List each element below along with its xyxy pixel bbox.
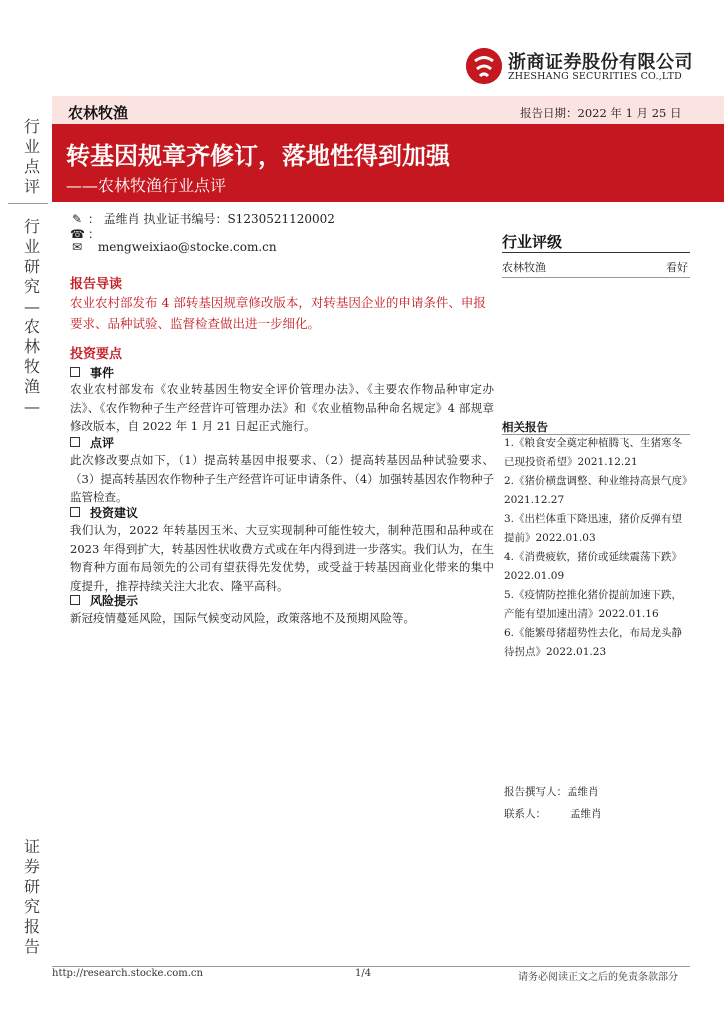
rating-value: 看好 bbox=[666, 261, 688, 274]
sidebar-section-category: 行业研究—农林牧渔— bbox=[23, 217, 40, 416]
analyst-email[interactable]: mengweixiao@stocke.com.cn bbox=[97, 240, 277, 254]
rating-top-rule bbox=[502, 252, 690, 253]
phone-icon: ☎ bbox=[70, 227, 85, 241]
category-label: 农林牧渔 bbox=[68, 104, 129, 122]
section-text-event: 农业农村部发布《农业转基因生物安全评价管理办法》、《主要农作物品种审定办法》、《农作物种子生产经营许可管理办法》和《农业植物品种命名规定》4 部规章修改版本，自 2022 年 1 月 21 日起正式施行。 bbox=[70, 382, 494, 433]
footer-url[interactable]: http://research.stocke.com.cn bbox=[52, 968, 203, 979]
footer-disclaimer: 请务必阅读正文之后的免责条款部分 bbox=[518, 972, 678, 983]
brand-name-en: ZHESHANG SECURITIES CO.,LTD bbox=[508, 71, 682, 82]
rating-heading: 行业评级 bbox=[502, 233, 563, 251]
section-head-comment: 点评 bbox=[70, 434, 114, 451]
related-item[interactable]: 4.《消费疲软，猪价或延续震荡下跌》2022.01.09 bbox=[504, 551, 683, 582]
author-name-line bbox=[70, 210, 335, 227]
author-email-line bbox=[70, 240, 277, 254]
contact-value: 孟维肖 bbox=[570, 808, 602, 820]
page-number: 1/4 bbox=[355, 968, 372, 979]
section-text-risk: 新冠疫情蔓延风险，国际气候变动风险，政策落地不及预期风险等。 bbox=[70, 611, 415, 625]
author-value: 孟维肖 bbox=[567, 786, 599, 798]
section-text-comment: 此次修改要点如下，（1）提高转基因申报要求、（2）提高转基因品种试验要求、（3）提高转基因农作物种子生产经营许可证申请条件、（4）加强转基因农作物种子监管检查。 bbox=[70, 453, 494, 504]
related-item[interactable]: 1.《粮食安全奠定种植腾飞、生猪寒冬已现投资希望》2021.12.21 bbox=[504, 437, 683, 468]
contact-person-line bbox=[504, 806, 602, 821]
related-item[interactable]: 2.《猪价横盘调整、种业维持高景气度》2021.12.27 bbox=[504, 475, 688, 506]
brand-name-cn: 浙商证券股份有限公司 bbox=[508, 52, 693, 73]
rating-industry: 农林牧渔 bbox=[502, 261, 546, 274]
author-label: 报告撰写人： bbox=[504, 786, 567, 798]
related-item[interactable]: 5.《疫情防控推化猪价提前加速下跌，产能有望加速出清》2022.01.16 bbox=[504, 589, 683, 620]
sidebar-section-report: 证券研究报告 bbox=[23, 837, 40, 956]
checkbox-icon bbox=[70, 437, 80, 447]
report-author-line bbox=[504, 784, 599, 799]
pencil-icon: ✎ bbox=[71, 212, 83, 226]
report-date: 报告日期：2022 年 1 月 25 日 bbox=[520, 106, 682, 120]
checkbox-icon bbox=[70, 367, 80, 377]
analyst-phone: ： bbox=[87, 227, 100, 241]
sidebar-divider bbox=[8, 203, 48, 204]
section-head-risk: 风险提示 bbox=[70, 592, 138, 609]
related-item[interactable]: 3.《出栏体重下降迅速，猪价反弹有望提前》2022.01.03 bbox=[504, 513, 683, 544]
contact-label: 联系人： bbox=[504, 808, 546, 820]
mail-icon: ✉ bbox=[71, 240, 83, 254]
footer-rule bbox=[52, 966, 690, 967]
sidebar-section-type: 行业点评 bbox=[23, 117, 40, 196]
section-head-advice: 投资建议 bbox=[70, 504, 138, 521]
rating-bottom-rule bbox=[502, 277, 690, 278]
report-subtitle: ——农林牧渔行业点评 bbox=[66, 176, 227, 195]
related-heading: 相关报告 bbox=[502, 420, 548, 434]
intro-text: 农业农村部发布 4 部转基因规章修改版本，对转基因企业的申请条件、申报要求、品种试验、监督检查做出进一步细化。 bbox=[70, 295, 486, 331]
section-text-advice: 我们认为，2022 年转基因玉米、大豆实现制种可能性较大，制种范围和品种或在 2023 年得到扩大，转基因性状收费方式或在年内得到进一步落实。我们认为，在生物育种方面布局领先的公司有望获得先发优势，或受益于转基因商业化带来的集中度提升，推荐持续关注大北农、隆平高科。 bbox=[70, 523, 494, 593]
rating-row bbox=[502, 256, 690, 276]
intro-heading: 报告导读 bbox=[70, 277, 123, 292]
checkbox-icon bbox=[70, 507, 80, 517]
checkbox-icon bbox=[70, 595, 80, 605]
left-sidebar bbox=[0, 95, 52, 975]
points-heading: 投资要点 bbox=[70, 347, 123, 362]
analyst-credential: ： 孟维肖 执业证书编号：S1230521120002 bbox=[87, 212, 335, 226]
report-title: 转基因规章齐修订，落地性得到加强 bbox=[66, 142, 450, 170]
company-logo bbox=[466, 48, 693, 86]
section-head-event: 事件 bbox=[70, 364, 114, 381]
zheshang-logo-icon bbox=[466, 48, 502, 84]
related-item[interactable]: 6.《能繁母猪超势性去化，布局龙头静待拐点》2022.01.23 bbox=[504, 627, 683, 658]
